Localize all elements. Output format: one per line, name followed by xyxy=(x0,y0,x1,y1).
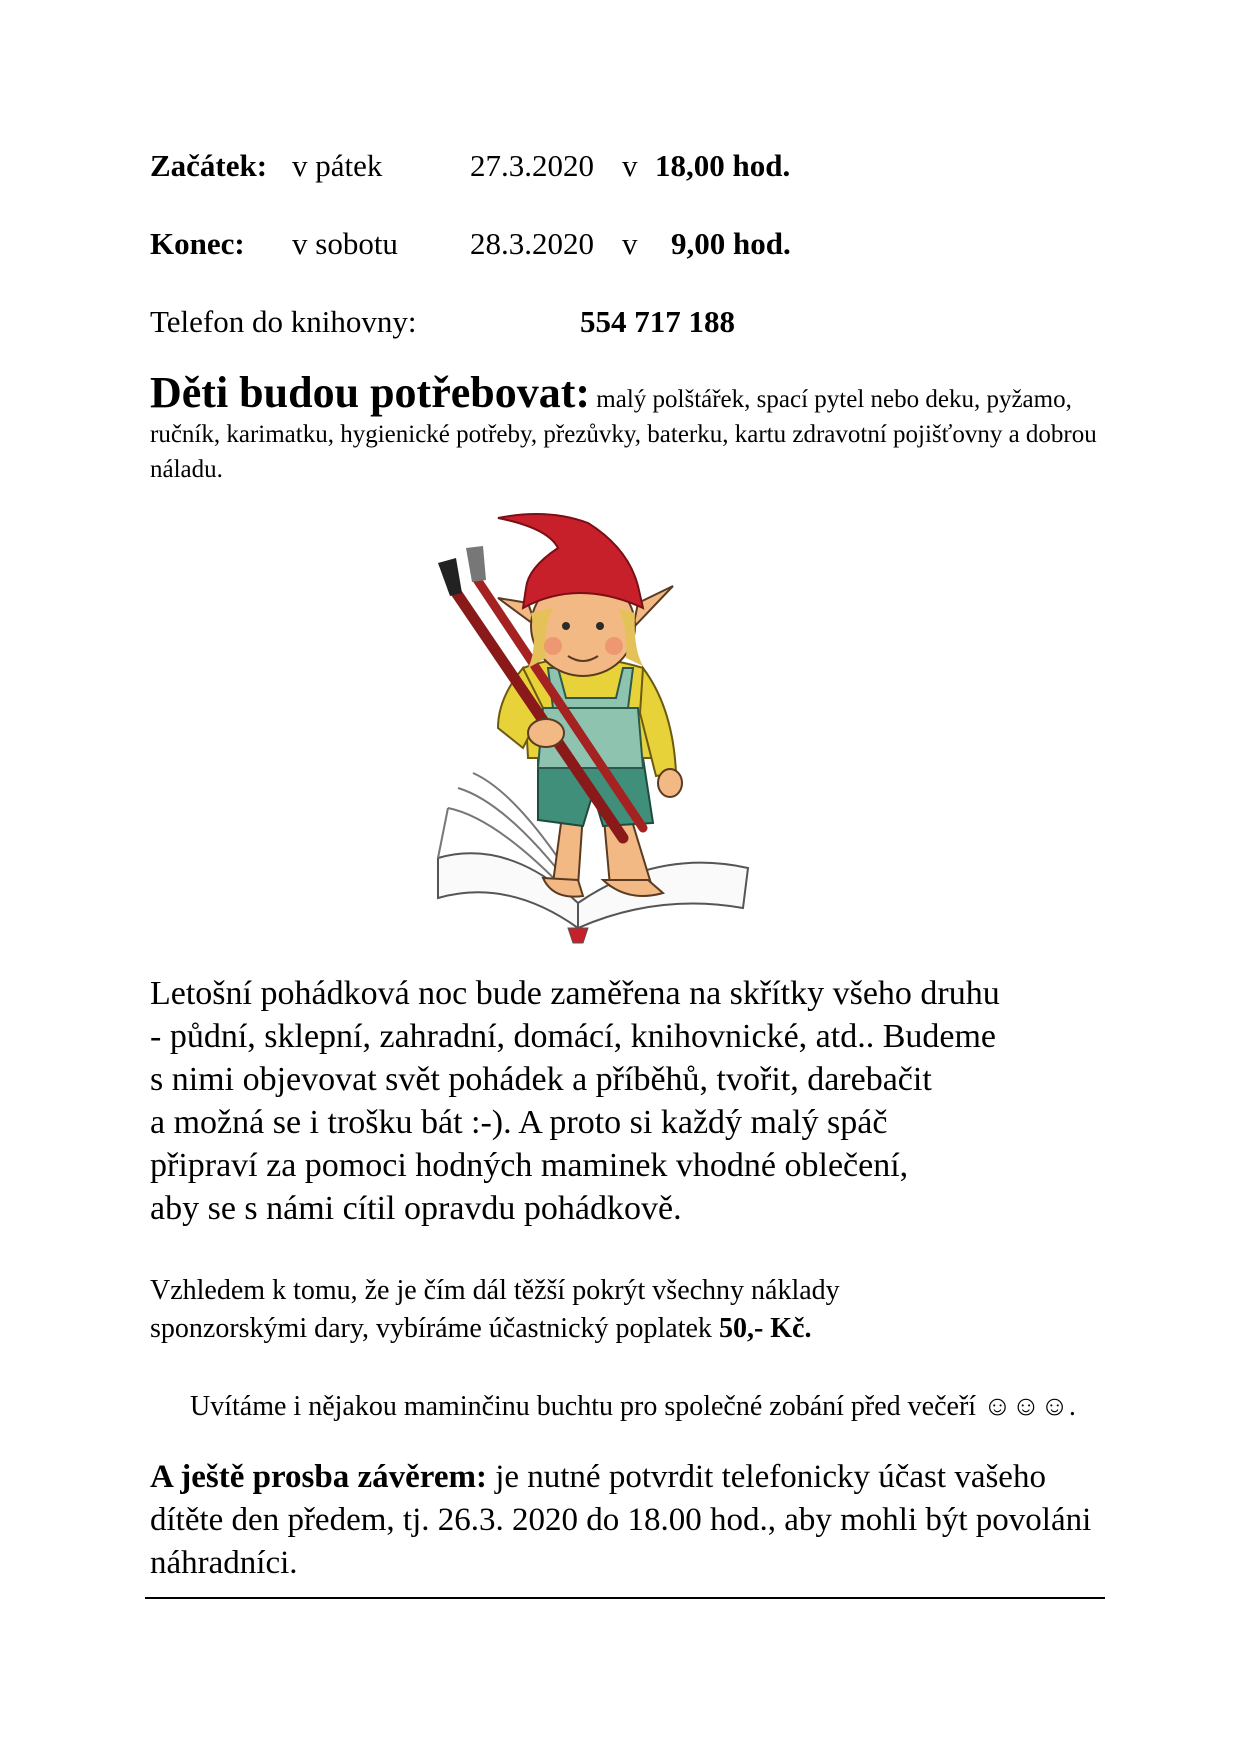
story-paragraph xyxy=(150,972,1110,1230)
fee-amount: 50,- Kč. xyxy=(718,1313,812,1344)
start-at: v xyxy=(622,148,638,183)
fee-line: Vzhledem k tomu, že je čím dál těžší pokrýt všechny náklady xyxy=(150,1275,840,1306)
start-time: 18,00 hod. xyxy=(655,148,791,183)
needs-heading: Děti budou potřebovat: xyxy=(150,368,591,417)
fee-text: sponzorskými dary, vybíráme účastnický poplatek xyxy=(150,1313,719,1344)
fee-paragraph xyxy=(150,1272,1110,1348)
plea-text: je nutné potvrdit telefonicky účast vašeho dítěte den předem, tj. 26.3. 2020 do 18.00 hod., aby mohli být povoláni náhradníci. xyxy=(150,1459,1092,1581)
story-line: s nimi objevovat svět pohádek a příběhů, tvořit, darebačit xyxy=(150,1061,932,1098)
story-line: aby se s námi cítil opravdu pohádkově. xyxy=(150,1190,682,1227)
elf-hand xyxy=(528,719,564,747)
bottom-rule xyxy=(145,1597,1105,1599)
end-day: v sobotu xyxy=(292,226,398,261)
story-line: a možná se i trošku bát :-). A proto si každý malý spáč xyxy=(150,1104,888,1141)
phone-label: Telefon do knihovny: xyxy=(150,304,417,339)
needs-paragraph xyxy=(150,368,1100,487)
story-line: připraví za pomoci hodných maminek vhodné oblečení, xyxy=(150,1147,909,1184)
end-date: 28.3.2020 xyxy=(470,226,594,261)
cake-paragraph: Uvítáme i nějakou maminčinu buchtu pro společné zobání před večeří ☺☺☺. xyxy=(190,1391,1076,1422)
start-day: v pátek xyxy=(292,148,383,183)
start-label: Začátek: xyxy=(150,148,268,183)
story-line: Letošní pohádková noc bude zaměřena na skřítky všeho druhu xyxy=(150,975,1000,1012)
story-line: - půdní, sklepní, zahradní, domácí, knihovnické, atd.. Budeme xyxy=(150,1018,997,1055)
end-at: v xyxy=(622,226,638,261)
phone-number: 554 717 188 xyxy=(580,304,735,339)
plea-paragraph xyxy=(150,1456,1110,1585)
end-time: 9,00 hod. xyxy=(671,226,791,261)
end-label: Konec: xyxy=(150,226,245,261)
fee-line xyxy=(150,1310,1110,1348)
start-date: 27.3.2020 xyxy=(470,148,594,183)
elf-illustration xyxy=(428,508,758,948)
needs-text: malý polštářek, spací pytel nebo deku, pyžamo, ručník, karimatku, hygienické potřeby, přezůvky, baterku, kartu zdravotní pojišťovny a dobrou náladu. xyxy=(150,386,1097,483)
elf-pointing-hand xyxy=(658,769,682,797)
elf-hat xyxy=(498,514,643,608)
plea-heading: A ještě prosba závěrem: xyxy=(150,1459,487,1495)
